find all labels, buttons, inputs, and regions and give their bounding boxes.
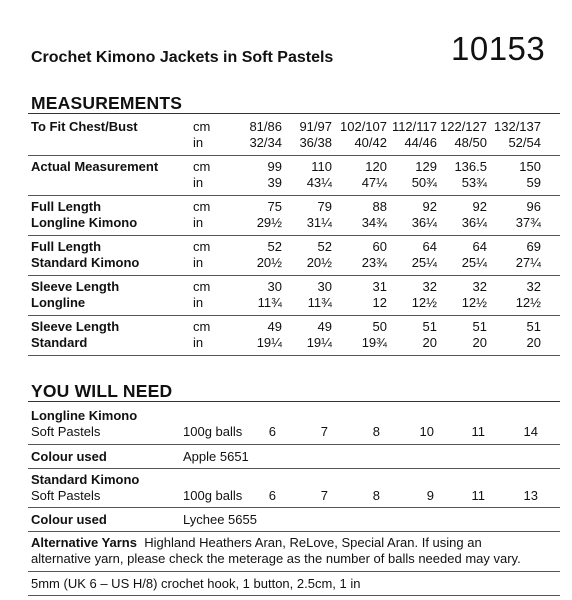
row-rule bbox=[28, 595, 560, 596]
measurement-label: Full Length bbox=[31, 239, 102, 254]
row-rule bbox=[28, 531, 560, 532]
measurement-value-cm: 96 bbox=[526, 199, 541, 214]
pattern-title: Crochet Kimono Jackets in Soft Pastels bbox=[31, 49, 334, 66]
measurement-value-cm: 30 bbox=[267, 279, 282, 294]
measurement-value-in: 20 bbox=[526, 335, 541, 350]
measurement-value-cm: 32 bbox=[422, 279, 437, 294]
measurement-value-cm: 49 bbox=[267, 319, 282, 334]
measurement-value-in: 50¾ bbox=[411, 175, 437, 190]
ball-count: 8 bbox=[372, 424, 380, 439]
measurement-value-cm: 32 bbox=[472, 279, 487, 294]
measurement-value-cm: 79 bbox=[317, 199, 332, 214]
alternative-yarns-note bbox=[31, 535, 561, 567]
measurement-value-cm: 51 bbox=[422, 319, 437, 334]
unit-cm: cm bbox=[193, 159, 211, 174]
measurement-label: To Fit Chest/Bust bbox=[31, 119, 138, 134]
measurement-value-in: 39 bbox=[267, 175, 282, 190]
measurement-sublabel: Longline bbox=[31, 295, 86, 310]
standard-colour-label: Colour used bbox=[31, 512, 107, 527]
measurement-value-in: 20½ bbox=[306, 255, 332, 270]
measurement-value-in: 11¾ bbox=[307, 295, 332, 310]
standard-yarn-unit: 100g balls bbox=[183, 488, 243, 503]
ball-count: 10 bbox=[419, 424, 434, 439]
ball-count: 7 bbox=[320, 488, 328, 503]
unit-in: in bbox=[193, 215, 204, 230]
measurement-value-in: 19¼ bbox=[306, 335, 332, 350]
ball-count: 9 bbox=[426, 488, 434, 503]
measurement-value-in: 52/54 bbox=[508, 135, 541, 150]
longline-colour-label: Colour used bbox=[31, 449, 107, 464]
longline-kimono-label: Longline Kimono bbox=[31, 408, 138, 423]
ball-count: 6 bbox=[268, 424, 276, 439]
unit-cm: cm bbox=[193, 119, 211, 134]
measurement-value-in: 44/46 bbox=[404, 135, 437, 150]
row-rule bbox=[28, 275, 560, 276]
standard-yarn-label: Soft Pastels bbox=[31, 488, 101, 503]
measurement-value-in: 37¾ bbox=[515, 215, 541, 230]
heading-rule bbox=[28, 401, 560, 402]
measurement-value-cm: 129 bbox=[415, 159, 437, 174]
unit-in: in bbox=[193, 255, 204, 270]
standard-colour-value: Lychee 5655 bbox=[183, 512, 257, 527]
measurement-value-in: 34¾ bbox=[361, 215, 387, 230]
measurement-value-in: 20 bbox=[422, 335, 437, 350]
pattern-number: 10153 bbox=[451, 30, 546, 67]
measurement-value-cm: 49 bbox=[317, 319, 332, 334]
ball-count: 8 bbox=[372, 488, 380, 503]
measurement-value-cm: 31 bbox=[372, 279, 387, 294]
alternative-yarns-label: Alternative Yarns bbox=[31, 535, 137, 550]
measurement-value-in: 20 bbox=[472, 335, 487, 350]
measurement-value-in: 47¼ bbox=[361, 175, 387, 190]
measurement-value-cm: 69 bbox=[526, 239, 541, 254]
row-rule bbox=[28, 444, 560, 445]
measurement-value-cm: 64 bbox=[472, 239, 487, 254]
measurement-value-cm: 81/86 bbox=[249, 119, 282, 134]
measurement-value-cm: 51 bbox=[526, 319, 541, 334]
measurement-value-in: 12 bbox=[372, 295, 387, 310]
measurement-value-cm: 32 bbox=[526, 279, 541, 294]
unit-cm: cm bbox=[193, 239, 211, 254]
measurement-value-cm: 30 bbox=[317, 279, 332, 294]
measurement-value-in: 32/34 bbox=[249, 135, 282, 150]
measurement-value-cm: 52 bbox=[317, 239, 332, 254]
measurement-value-cm: 132/137 bbox=[494, 119, 541, 134]
measurement-label: Actual Measurement bbox=[31, 159, 159, 174]
measurement-value-in: 23¾ bbox=[361, 255, 387, 270]
measurement-value-in: 12½ bbox=[461, 295, 487, 310]
measurement-value-in: 29½ bbox=[256, 215, 282, 230]
measurement-value-in: 31¼ bbox=[306, 215, 332, 230]
measurement-sublabel: Longline Kimono bbox=[31, 215, 138, 230]
measurement-value-in: 11¾ bbox=[257, 295, 282, 310]
measurement-value-cm: 50 bbox=[372, 319, 387, 334]
unit-cm: cm bbox=[193, 199, 211, 214]
measurement-value-in: 36¼ bbox=[461, 215, 487, 230]
measurement-value-in: 19¼ bbox=[256, 335, 282, 350]
row-rule bbox=[28, 315, 560, 316]
ball-count: 11 bbox=[471, 424, 485, 439]
measurement-label: Sleeve Length bbox=[31, 279, 120, 294]
measurement-value-cm: 64 bbox=[422, 239, 437, 254]
you-will-need-heading: YOU WILL NEED bbox=[31, 381, 173, 401]
measurement-value-in: 53¾ bbox=[461, 175, 487, 190]
measurement-value-cm: 122/127 bbox=[440, 119, 487, 134]
measurement-value-cm: 52 bbox=[267, 239, 282, 254]
row-rule bbox=[28, 355, 560, 356]
measurement-value-in: 40/42 bbox=[354, 135, 387, 150]
measurement-value-in: 36/38 bbox=[299, 135, 332, 150]
measurement-value-cm: 102/107 bbox=[340, 119, 387, 134]
measurement-value-in: 12½ bbox=[411, 295, 437, 310]
measurement-value-in: 27¼ bbox=[515, 255, 541, 270]
measurement-value-in: 43¼ bbox=[306, 175, 332, 190]
row-rule bbox=[28, 195, 560, 196]
measurement-value-cm: 51 bbox=[472, 319, 487, 334]
longline-yarn-unit: 100g balls bbox=[183, 424, 243, 439]
measurement-value-cm: 92 bbox=[472, 199, 487, 214]
measurement-value-in: 48/50 bbox=[454, 135, 487, 150]
measurement-value-cm: 75 bbox=[267, 199, 282, 214]
measurement-value-in: 12½ bbox=[515, 295, 541, 310]
ball-count: 6 bbox=[268, 488, 276, 503]
measurement-value-cm: 112/117 bbox=[391, 119, 437, 134]
row-rule bbox=[28, 155, 560, 156]
longline-yarn-label: Soft Pastels bbox=[31, 424, 101, 439]
measurement-value-in: 25¼ bbox=[411, 255, 437, 270]
measurement-value-cm: 99 bbox=[267, 159, 282, 174]
measurement-value-cm: 91/97 bbox=[299, 119, 332, 134]
unit-in: in bbox=[193, 135, 204, 150]
measurement-value-cm: 150 bbox=[519, 159, 541, 174]
standard-kimono-label: Standard Kimono bbox=[31, 472, 140, 487]
row-rule bbox=[28, 571, 560, 572]
ball-count: 13 bbox=[523, 488, 538, 503]
measurement-value-cm: 92 bbox=[422, 199, 437, 214]
measurement-value-in: 19¾ bbox=[361, 335, 387, 350]
row-rule bbox=[28, 235, 560, 236]
unit-cm: cm bbox=[193, 319, 211, 334]
measurement-value-cm: 136.5 bbox=[454, 159, 487, 174]
unit-in: in bbox=[193, 175, 204, 190]
measurement-value-cm: 120 bbox=[365, 159, 387, 174]
ball-count: 14 bbox=[523, 424, 538, 439]
measurement-value-cm: 88 bbox=[372, 199, 387, 214]
heading-rule bbox=[28, 113, 560, 114]
row-rule bbox=[28, 468, 560, 469]
measurement-value-cm: 60 bbox=[372, 239, 387, 254]
measurement-label: Sleeve Length bbox=[31, 319, 120, 334]
unit-in: in bbox=[193, 335, 204, 350]
measurement-value-in: 20½ bbox=[256, 255, 282, 270]
unit-cm: cm bbox=[193, 279, 211, 294]
unit-in: in bbox=[193, 295, 204, 310]
measurement-label: Full Length bbox=[31, 199, 102, 214]
longline-colour-value: Apple 5651 bbox=[183, 449, 249, 464]
measurement-value-in: 59 bbox=[526, 175, 541, 190]
measurements-heading: MEASUREMENTS bbox=[31, 93, 183, 113]
notions-text: 5mm (UK 6 – US H/8) crochet hook, 1 button, 2.5cm, 1 in bbox=[31, 576, 361, 591]
measurement-value-in: 25¼ bbox=[461, 255, 487, 270]
measurement-sublabel: Standard bbox=[31, 335, 88, 350]
ball-count: 11 bbox=[471, 488, 485, 503]
measurement-value-in: 36¼ bbox=[411, 215, 437, 230]
row-rule bbox=[28, 507, 560, 508]
alternative-yarns-line1: Highland Heathers Aran, ReLove, Special Aran. If using an bbox=[144, 535, 482, 550]
ball-count: 7 bbox=[320, 424, 328, 439]
alternative-yarns-line2: alternative yarn, please check the meterage as the number of balls needed may vary. bbox=[31, 551, 521, 566]
measurement-sublabel: Standard Kimono bbox=[31, 255, 140, 270]
measurement-value-cm: 110 bbox=[311, 159, 332, 174]
